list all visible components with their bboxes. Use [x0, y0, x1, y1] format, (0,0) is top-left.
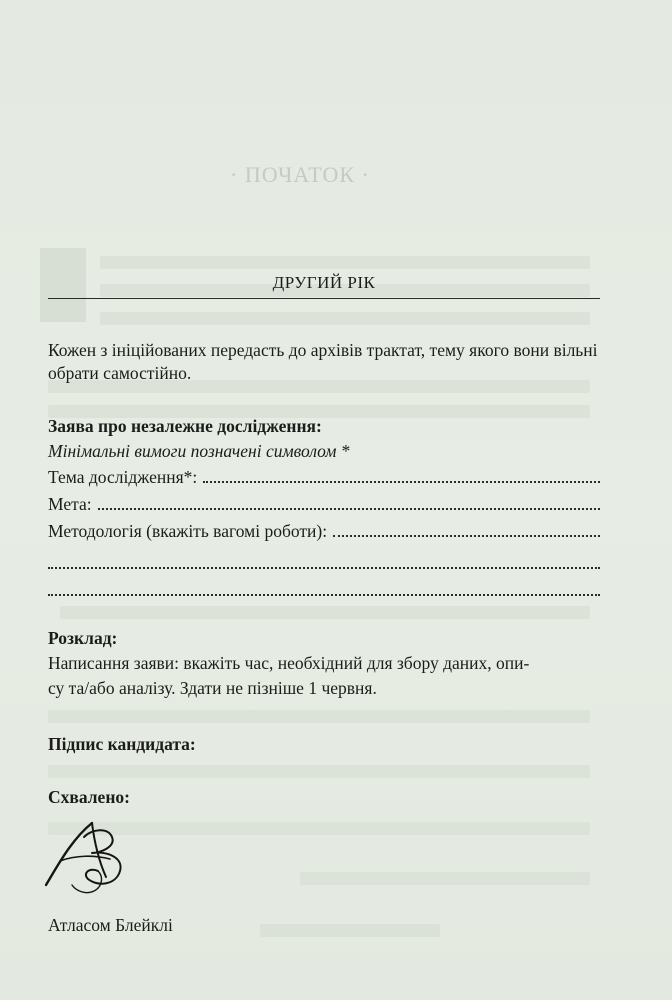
schedule-title: Розклад:	[48, 628, 118, 648]
bleed-through-line	[100, 312, 590, 325]
approver-name: Атласом Блейклі	[48, 915, 173, 935]
title-rule	[48, 298, 600, 299]
bleed-through-line	[100, 256, 590, 269]
goal-field[interactable]	[48, 493, 600, 516]
topic-field[interactable]	[48, 466, 600, 489]
topic-fill-line[interactable]	[203, 466, 600, 483]
blank-fill-line[interactable]	[48, 552, 600, 569]
goal-label: Мета:	[48, 494, 92, 514]
handwritten-signature	[40, 815, 140, 897]
schedule-line: Написання заяви: вкажіть час, необхідний для збору даних, опи-	[48, 653, 530, 673]
methodology-label: Методологія (вкажіть вагомі роботи):	[48, 521, 328, 541]
blank-fill-line[interactable]	[48, 579, 600, 596]
bleed-through-line	[48, 710, 590, 723]
topic-label: Тема дослідження*:	[48, 467, 198, 487]
goal-fill-line[interactable]	[98, 493, 600, 510]
application-title: Заява про незалежне дослідження:	[48, 416, 322, 436]
intro-paragraph: Кожен з ініційованих передасть до архівів трактат, тему якого вони вільні обрати самостійно.	[48, 340, 598, 383]
bleed-through-line	[60, 606, 590, 619]
methodology-fill-line[interactable]	[333, 520, 600, 537]
candidate-signature-label: Підпис кандидата:	[48, 734, 196, 754]
methodology-field[interactable]	[48, 520, 600, 543]
schedule-line: су та/або аналізу. Здати не пізніше 1 червня.	[48, 678, 377, 698]
bleed-through-line	[48, 765, 590, 778]
approved-label: Схвалено:	[48, 787, 130, 807]
bleed-through-heading: · ПОЧАТОК ·	[230, 162, 370, 187]
bleed-through-line	[300, 872, 590, 885]
section-title: ДРУГИЙ РІК	[272, 273, 376, 292]
requirements-note: Мінімальні вимоги позначені символом *	[48, 441, 350, 461]
